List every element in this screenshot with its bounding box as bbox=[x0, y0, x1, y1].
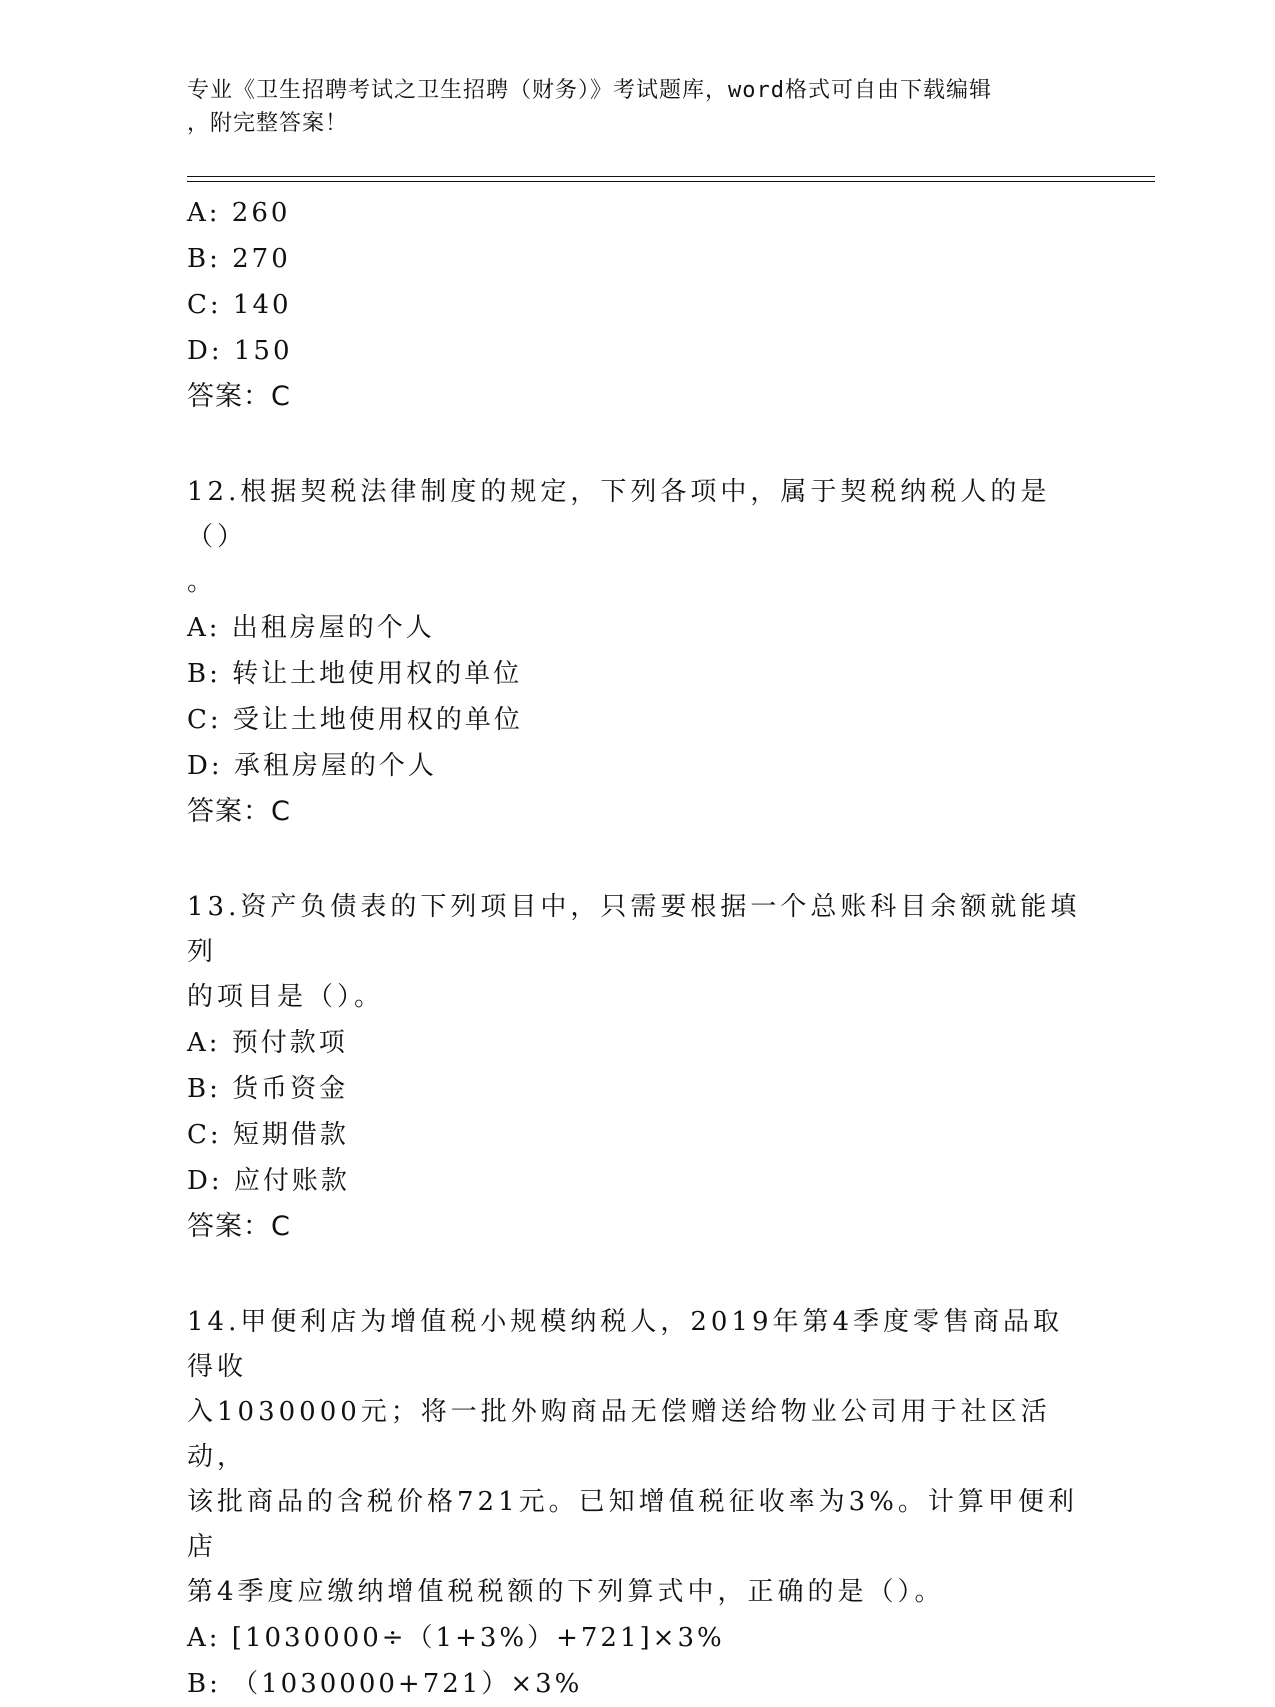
question-text-line: 14.甲便利店为增值税小规模纳税人，2019年第4季度零售商品取得收 bbox=[187, 1307, 1064, 1382]
answer: 答案：C bbox=[187, 796, 291, 827]
option-d: D: 承租房屋的个人 bbox=[187, 751, 437, 781]
option-b: B: 转让土地使用权的单位 bbox=[187, 659, 523, 689]
option-a: A: 出租房屋的个人 bbox=[187, 613, 435, 643]
option-c: C: 短期借款 bbox=[187, 1120, 349, 1150]
question-text-line: 第4季度应缴纳增值税税额的下列算式中，正确的是（）。 bbox=[187, 1577, 945, 1607]
option-a: A: 预付款项 bbox=[187, 1028, 348, 1058]
header-line-1: 专业《卫生招聘考试之卫生招聘（财务）》考试题库，word格式可自由下载编辑 bbox=[187, 78, 992, 103]
option-d: D: 150 bbox=[187, 336, 293, 366]
question-list bbox=[187, 190, 1087, 1707]
option-a: A: 260 bbox=[187, 198, 291, 228]
option-c: C: 140 bbox=[187, 290, 292, 320]
question-text-line: 入1030000元；将一批外购商品无偿赠送给物业公司用于社区活动， bbox=[187, 1397, 1051, 1472]
header-divider-bottom bbox=[187, 181, 1155, 182]
question-text-line: 。 bbox=[187, 567, 218, 597]
option-c: C: 受让土地使用权的单位 bbox=[187, 705, 523, 735]
document-header bbox=[187, 74, 1087, 140]
question-text-line: 的项目是（）。 bbox=[187, 982, 385, 1012]
answer: 答案：C bbox=[187, 381, 291, 412]
question-13 bbox=[187, 885, 1087, 1250]
question-text-line: 13.资产负债表的下列项目中，只需要根据一个总账科目余额就能填列 bbox=[187, 892, 1081, 967]
option-a: A: [1030000÷（1+3%）+721]×3% bbox=[187, 1623, 725, 1653]
option-d: D: 应付账款 bbox=[187, 1166, 350, 1196]
answer: 答案：C bbox=[187, 1211, 291, 1242]
question-12 bbox=[187, 470, 1087, 835]
question-14 bbox=[187, 1300, 1087, 1707]
option-b: B: （1030000+721）×3% bbox=[187, 1669, 583, 1699]
header-line-2: ，附完整答案！ bbox=[187, 111, 349, 136]
option-b: B: 货币资金 bbox=[187, 1074, 349, 1104]
question-11 bbox=[187, 190, 1087, 420]
option-b: B: 270 bbox=[187, 244, 291, 274]
header-divider-top bbox=[187, 176, 1155, 177]
question-text-line: 12.根据契税法律制度的规定，下列各项中，属于契税纳税人的是（） bbox=[187, 477, 1051, 552]
question-text-line: 该批商品的含税价格721元。已知增值税征收率为3%。计算甲便利店 bbox=[187, 1487, 1078, 1562]
